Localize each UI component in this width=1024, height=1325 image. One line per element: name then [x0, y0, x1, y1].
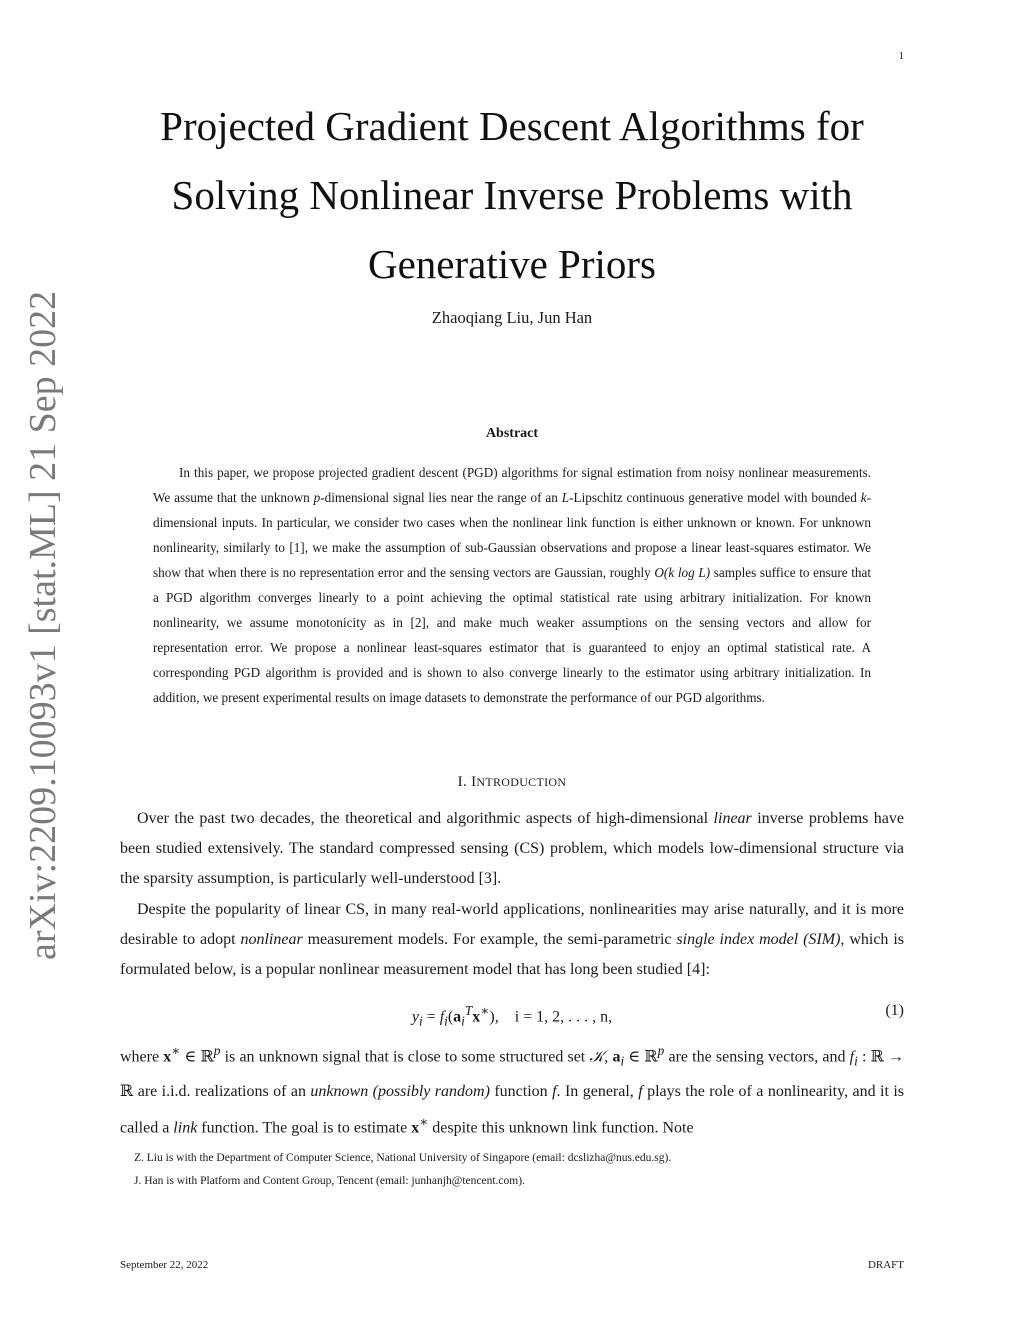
- title-line-2: Solving Nonlinear Inverse Problems with: [171, 172, 853, 218]
- sample-complexity: O(k log L): [654, 565, 711, 580]
- intro-paragraph-2: Despite the popularity of linear CS, in many real-world applications, nonlinearities may arise naturally, and it is more desirable to adopt nonlinear measurement models. For example, the semi-parametric single index model (SIM), which is formulated below, is a popular nonlinear measurement model that has long been studied [4]:: [120, 901, 904, 978]
- abstract-heading: Abstract: [485, 426, 539, 441]
- footer-draft-label: DRAFT: [867, 1259, 904, 1271]
- title-line-1: Projected Gradient Descent Algorithms for: [160, 103, 864, 149]
- page-number: 1: [898, 50, 904, 62]
- intro-paragraph-1: Over the past two decades, the theoretical and algorithmic aspects of high-dimensional linear inverse problems have been studied extensively. The standard compressed sensing (CS) problem, which models low-dimensional structure via the sparsity assumption, is particularly well-understood [3].: [120, 810, 905, 887]
- arxiv-identifier-stamp: arXiv:2209.10093v1 [stat.ML] 21 Sep 2022: [22, 290, 64, 960]
- abstract-body: In this paper, we propose projected gradient descent (PGD) algorithms for signal estimation from noisy nonlinear measurements. We assume that the unknown p-dimensional signal lies near the range of an L-Lipschitz continuous generative model with bounded k-dimensional inputs. In particular, we consider two cases when the nonlinear link function is either unknown or known. For unknown nonlinearity, similarly to [1], we make the assumption of sub-Gaussian observations and propose a linear least-squares estimator. We show that when there is no representation error and the sensing vectors are Gaussian, roughly O(k log L) samples suffice to ensure that a PGD algorithm converges linearly to a point achieving the optimal statistical rate using arbitrary initialization. For known nonlinearity, we assume monotonicity as in [2], and make much weaker assumptions on the sensing vectors and allow for representation error. We propose a nonlinear least-squares estimator that is guaranteed to enjoy an optimal statistical rate. A corresponding PGD algorithm is provided and is shown to also converge linearly to the estimator using arbitrary initialization. In addition, we present experimental results on image datasets to demonstrate the performance of our PGD algorithms.: [153, 465, 872, 705]
- footnote-author-2: J. Han is with Platform and Content Group, Tencent (email: junhanjh@tencent.com).: [134, 1175, 525, 1187]
- footer-date: September 22, 2022: [120, 1259, 209, 1271]
- equation-body: $y_i = f_i(a_i^Tx^∗)$, i = 1, 2, . . . , n,: [411, 1003, 613, 1029]
- equation-number: (1): [885, 1002, 904, 1019]
- footnote-author-1: Z. Liu is with the Department of Computer Science, National University of Singapore (email: dcslizha@nus.edu.sg).: [134, 1152, 672, 1164]
- equation-1: [120, 996, 904, 1029]
- section-heading-introduction: I. INTRODUCTION: [457, 774, 567, 790]
- paper-title: [150, 92, 874, 299]
- intro-paragraph-3: where x∗ ∈ ℝ$^p$ is an unknown signal that is close to some structured set 𝒦, $a_i$ ∈ ℝ$^p$ are the sensing vectors, and $f_i$ : ℝ → ℝ are i.i.d. realizations of an unknown (possibly random) function f. In general, f plays the role of a nonlinearity, and it is called a link function. The goal is to estimate x∗ despite this unknown link function. Note: [120, 1043, 905, 1136]
- author-list: Zhaoqiang Liu, Jun Han: [431, 308, 593, 327]
- title-line-3: Generative Priors: [367, 241, 657, 287]
